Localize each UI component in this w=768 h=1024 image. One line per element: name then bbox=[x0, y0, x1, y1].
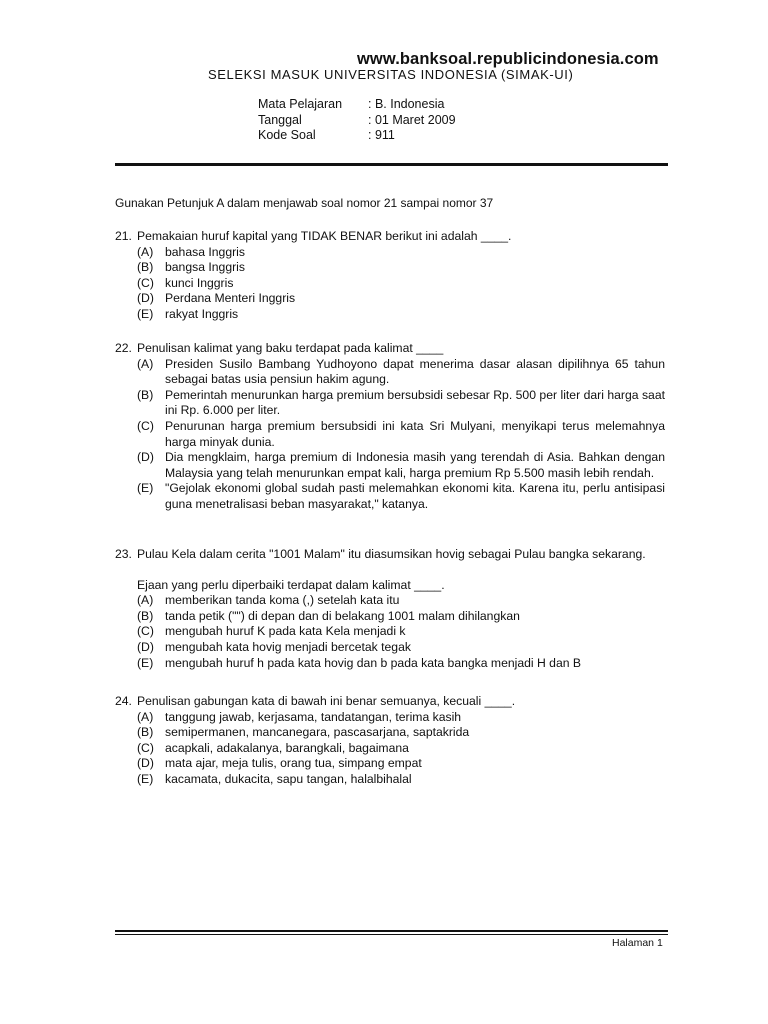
option-label: (C) bbox=[137, 418, 154, 433]
header-divider bbox=[115, 163, 668, 166]
question-number: 21. bbox=[115, 229, 132, 243]
question-21 bbox=[115, 229, 665, 323]
question-24 bbox=[115, 694, 665, 788]
instruction: Gunakan Petunjuk A dalam menjawab soal nomor 21 sampai nomor 37 bbox=[115, 196, 494, 210]
footer-divider bbox=[115, 930, 668, 932]
option-a bbox=[137, 710, 665, 726]
option-d bbox=[137, 640, 665, 656]
option-d bbox=[137, 291, 665, 307]
meta-key: Tanggal bbox=[258, 112, 302, 127]
option-text: Perdana Menteri Inggris bbox=[165, 291, 296, 306]
option-text: Penurunan harga premium bersubsidi ini kata Sri Mulyani, menyikapi terus melemahnya harga minyak dunia. bbox=[165, 418, 665, 449]
option-label: (A) bbox=[137, 709, 154, 724]
option-text: tanda petik ("") di depan dan di belakang 1001 malam dihilangkan bbox=[165, 608, 520, 623]
option-e bbox=[137, 772, 665, 788]
option-e bbox=[137, 656, 665, 672]
question-text: Penulisan kalimat yang baku terdapat pada kalimat ____ bbox=[137, 341, 444, 355]
question-number: 24. bbox=[115, 694, 132, 708]
option-b bbox=[137, 725, 665, 741]
option-a bbox=[137, 245, 665, 261]
option-label: (E) bbox=[137, 771, 154, 786]
exam-title: SELEKSI MASUK UNIVERSITAS INDONESIA (SIMAK-UI) bbox=[208, 67, 574, 82]
option-label: (D) bbox=[137, 291, 154, 306]
option-text: bahasa Inggris bbox=[165, 244, 245, 259]
option-label: (A) bbox=[137, 356, 154, 371]
option-text: mengubah huruf K pada kata Kela menjadi k bbox=[165, 624, 406, 639]
option-text: Presiden Susilo Bambang Yudhoyono dapat menerima dasar alasan dipilihnya 65 tahun sebagai batas usia pensiun hakim agung. bbox=[165, 356, 665, 387]
option-d bbox=[137, 450, 665, 481]
option-text: acapkali, adakalanya, barangkali, bagaimana bbox=[165, 740, 409, 755]
option-label: (C) bbox=[137, 740, 154, 755]
footer-divider-thin bbox=[115, 934, 668, 935]
option-c bbox=[137, 419, 665, 450]
question-sub-stem: Ejaan yang perlu diperbaiki terdapat dalam kalimat ____. bbox=[137, 577, 445, 592]
meta-value: : B. Indonesia bbox=[368, 97, 445, 111]
question-number: 22. bbox=[115, 341, 132, 355]
option-c bbox=[137, 276, 665, 292]
option-label: (C) bbox=[137, 275, 154, 290]
option-label: (D) bbox=[137, 756, 154, 771]
option-text: bangsa Inggris bbox=[165, 260, 245, 275]
option-text: semipermanen, mancanegara, pascasarjana, saptakrida bbox=[165, 725, 470, 740]
option-text: kacamata, dukacita, sapu tangan, halalbihalal bbox=[165, 771, 412, 786]
option-text: kunci Inggris bbox=[165, 275, 234, 290]
option-c bbox=[137, 624, 665, 640]
option-label: (C) bbox=[137, 624, 154, 639]
option-text: tanggung jawab, kerjasama, tandatangan, terima kasih bbox=[165, 709, 462, 724]
option-text: "Gejolak ekonomi global sudah pasti melemahkan ekonomi kita. Karena itu, perlu antisipasi guna menetralisasi beban masyarakat," katanya. bbox=[165, 481, 665, 511]
question-text: Pemakaian huruf kapital yang TIDAK BENAR berikut ini adalah ____. bbox=[137, 229, 512, 243]
option-label: (D) bbox=[137, 450, 154, 465]
option-label: (A) bbox=[137, 244, 154, 259]
meta-row-subject bbox=[258, 97, 456, 113]
option-b bbox=[137, 388, 665, 419]
question-stem bbox=[115, 547, 665, 563]
option-label: (E) bbox=[137, 481, 154, 496]
option-text: mengubah kata hovig menjadi bercetak tegak bbox=[165, 639, 411, 654]
option-label: (B) bbox=[137, 608, 154, 623]
question-23 bbox=[115, 547, 665, 671]
meta-value: : 911 bbox=[368, 128, 395, 142]
option-text: rakyat Inggris bbox=[165, 306, 239, 321]
question-stem bbox=[115, 341, 665, 357]
option-text: mata ajar, meja tulis, orang tua, simpang empat bbox=[165, 756, 422, 771]
option-e bbox=[137, 481, 665, 512]
website-url: www.banksoal.republicindonesia.com bbox=[357, 50, 659, 68]
option-label: (A) bbox=[137, 593, 154, 608]
option-b bbox=[137, 260, 665, 276]
option-text: Pemerintah menurunkan harga premium bersubsidi sebesar Rp. 500 per liter dari harga saat ini Rp. 6.000 per liter. bbox=[165, 387, 665, 418]
option-label: (B) bbox=[137, 260, 154, 275]
option-d bbox=[137, 756, 665, 772]
option-label: (E) bbox=[137, 655, 154, 670]
option-c bbox=[137, 741, 665, 757]
option-text: memberikan tanda koma (,) setelah kata itu bbox=[165, 593, 400, 608]
page-number: Halaman 1 bbox=[612, 937, 663, 949]
question-text: Pulau Kela dalam cerita "1001 Malam" itu diasumsikan hovig sebagai Pulau bangka sekarang. bbox=[137, 547, 646, 561]
option-b bbox=[137, 609, 665, 625]
option-a bbox=[137, 357, 665, 388]
option-label: (B) bbox=[137, 387, 154, 402]
option-e bbox=[137, 307, 665, 323]
option-a bbox=[137, 593, 665, 609]
option-text: mengubah huruf h pada kata hovig dan b pada kata bangka menjadi H dan B bbox=[165, 655, 582, 670]
option-label: (D) bbox=[137, 639, 154, 654]
exam-meta bbox=[258, 97, 456, 144]
meta-value: : 01 Maret 2009 bbox=[368, 112, 456, 127]
option-label: (E) bbox=[137, 306, 154, 321]
meta-row-date bbox=[258, 113, 456, 129]
meta-row-code bbox=[258, 128, 456, 144]
question-22 bbox=[115, 341, 665, 513]
question-stem bbox=[115, 694, 665, 710]
question-text: Penulisan gabungan kata di bawah ini benar semuanya, kecuali ____. bbox=[137, 694, 516, 708]
meta-key: Kode Soal bbox=[258, 128, 316, 142]
option-text: Dia mengklaim, harga premium di Indonesia masih yang terendah di Asia. Bahkan dengan Malaysia yang telah menurunkan empat kali, harga premium Rp 5.500 masih lebih rendah. bbox=[165, 450, 665, 480]
meta-key: Mata Pelajaran bbox=[258, 97, 343, 111]
option-label: (B) bbox=[137, 725, 154, 740]
question-number: 23. bbox=[115, 547, 132, 561]
question-stem bbox=[115, 229, 665, 245]
